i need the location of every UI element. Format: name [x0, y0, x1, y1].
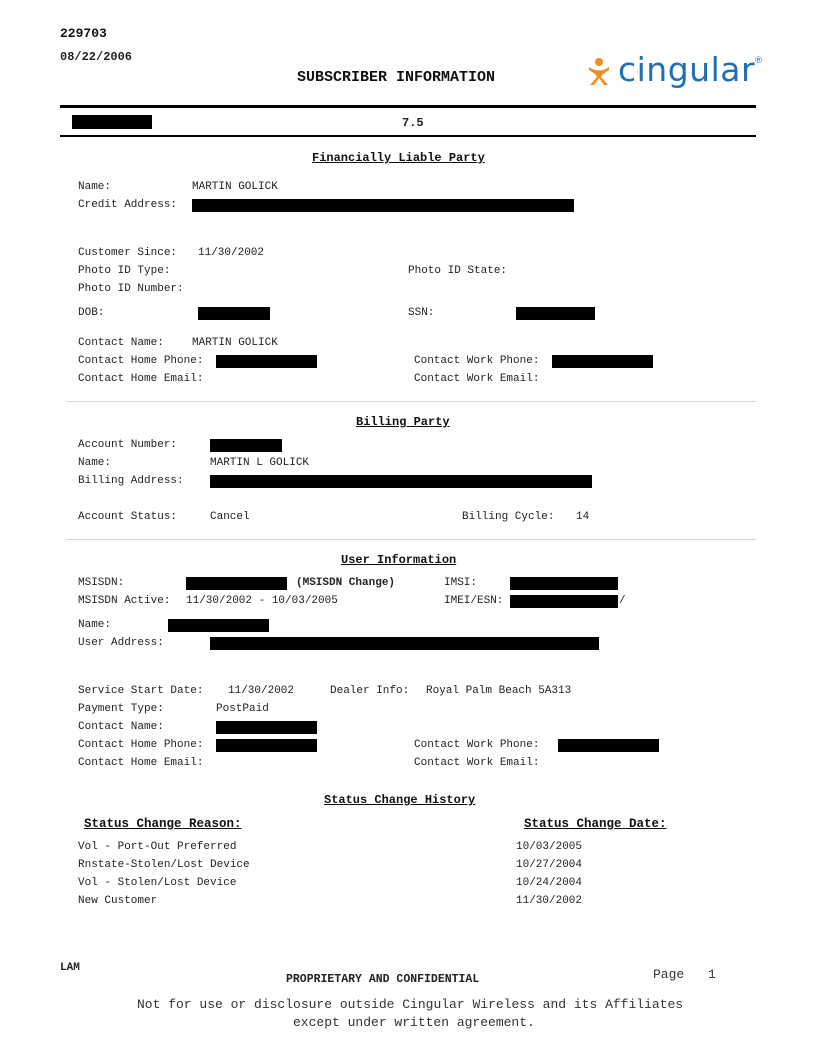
footer-proprietary: PROPRIETARY AND CONFIDENTIAL — [286, 973, 480, 986]
financial-contact-work-phone-label: Contact Work Phone: — [414, 355, 540, 367]
account-number-label: Account Number: — [78, 439, 178, 451]
billing-cycle-value: 14 — [576, 511, 590, 523]
imei-suffix: / — [619, 595, 626, 607]
redacted-block — [210, 637, 599, 650]
financial-contact-home-email-label: Contact Home Email: — [78, 373, 204, 385]
redacted-block — [72, 115, 152, 129]
msisdn-change-note: (MSISDN Change) — [296, 577, 396, 589]
financial-name-value: MARTIN GOLICK — [192, 181, 278, 193]
user-address-label: User Address: — [78, 637, 164, 649]
status-history-heading: Status Change History — [324, 793, 476, 807]
billing-address-label: Billing Address: — [78, 475, 184, 487]
document-id: 229703 — [60, 26, 107, 41]
user-contact-name-label: Contact Name: — [78, 721, 164, 733]
footer-disclaimer-line1: Not for use or disclosure outside Cingular Wireless and its Affiliates — [137, 997, 684, 1012]
account-status-value: Cancel — [210, 511, 250, 523]
photo-id-number-label: Photo ID Number: — [78, 283, 184, 295]
redacted-block — [552, 355, 653, 368]
redacted-block — [186, 577, 287, 590]
photo-id-state-label: Photo ID State: — [408, 265, 508, 277]
redacted-block — [210, 475, 592, 488]
footer-disclaimer-line2: except under written agreement. — [293, 1015, 535, 1030]
cingular-logo-icon — [586, 57, 612, 87]
financial-name-label: Name: — [78, 181, 112, 193]
financial-contact-work-email-label: Contact Work Email: — [414, 373, 540, 385]
service-start-value: 11/30/2002 — [228, 685, 295, 697]
redacted-block — [216, 721, 317, 734]
service-start-label: Service Start Date: — [78, 685, 204, 697]
credit-address-label: Credit Address: — [78, 199, 178, 211]
status-reason-cell: New Customer — [78, 895, 158, 907]
billing-cycle-label: Billing Cycle: — [462, 511, 555, 523]
cingular-logo-text: cingular — [618, 50, 756, 89]
header-rule-top — [60, 105, 756, 108]
version-number: 7.5 — [402, 116, 424, 130]
redacted-block — [216, 355, 317, 368]
billing-section-heading: Billing Party — [356, 415, 450, 429]
section-divider — [66, 401, 756, 402]
customer-since-label: Customer Since: — [78, 247, 178, 259]
billing-name-value: MARTIN L GOLICK — [210, 457, 310, 469]
page-title: SUBSCRIBER INFORMATION — [297, 69, 496, 86]
photo-id-type-label: Photo ID Type: — [78, 265, 171, 277]
dob-label: DOB: — [78, 307, 105, 319]
status-reason-cell: Vol - Stolen/Lost Device — [78, 877, 237, 889]
msisdn-active-value: 11/30/2002 - 10/03/2005 — [186, 595, 338, 607]
status-reason-cell: Vol - Port-Out Preferred — [78, 841, 237, 853]
status-date-header: Status Change Date: — [524, 817, 667, 831]
document-date: 08/22/2006 — [60, 50, 133, 64]
redacted-block — [192, 199, 574, 212]
redacted-block — [516, 307, 595, 320]
status-reason-header: Status Change Reason: — [84, 817, 242, 831]
dealer-info-value: Royal Palm Beach 5A313 — [426, 685, 572, 697]
status-date-cell: 10/24/2004 — [516, 877, 583, 889]
msisdn-active-label: MSISDN Active: — [78, 595, 171, 607]
user-contact-home-email-label: Contact Home Email: — [78, 757, 204, 769]
financial-contact-name-value: MARTIN GOLICK — [192, 337, 278, 349]
imei-label: IMEI/ESN: — [444, 595, 504, 607]
ssn-label: SSN: — [408, 307, 435, 319]
msisdn-label: MSISDN: — [78, 577, 125, 589]
status-date-cell: 11/30/2002 — [516, 895, 583, 907]
financial-contact-name-label: Contact Name: — [78, 337, 164, 349]
payment-type-label: Payment Type: — [78, 703, 164, 715]
financial-contact-home-phone-label: Contact Home Phone: — [78, 355, 204, 367]
status-reason-cell: Rnstate-Stolen/Lost Device — [78, 859, 250, 871]
account-status-label: Account Status: — [78, 511, 178, 523]
header-rule-bottom — [60, 135, 756, 137]
status-date-cell: 10/03/2005 — [516, 841, 583, 853]
customer-since-value: 11/30/2002 — [198, 247, 265, 259]
section-divider — [66, 539, 756, 540]
status-date-cell: 10/27/2004 — [516, 859, 583, 871]
page-label: Page — [653, 967, 685, 982]
billing-name-label: Name: — [78, 457, 112, 469]
redacted-block — [210, 439, 282, 452]
redacted-block — [510, 577, 618, 590]
user-contact-home-phone-label: Contact Home Phone: — [78, 739, 204, 751]
redacted-block — [168, 619, 269, 632]
registered-mark: ® — [754, 56, 763, 66]
redacted-block — [198, 307, 270, 320]
redacted-block — [510, 595, 618, 608]
user-name-label: Name: — [78, 619, 112, 631]
payment-type-value: PostPaid — [216, 703, 269, 715]
page-number: 1 — [708, 967, 716, 982]
redacted-block — [216, 739, 317, 752]
user-section-heading: User Information — [341, 553, 457, 567]
user-contact-work-email-label: Contact Work Email: — [414, 757, 540, 769]
imsi-label: IMSI: — [444, 577, 478, 589]
user-contact-work-phone-label: Contact Work Phone: — [414, 739, 540, 751]
footer-initials: LAM — [60, 962, 80, 974]
dealer-info-label: Dealer Info: — [330, 685, 410, 697]
redacted-block — [558, 739, 659, 752]
financial-section-heading: Financially Liable Party — [312, 151, 485, 165]
